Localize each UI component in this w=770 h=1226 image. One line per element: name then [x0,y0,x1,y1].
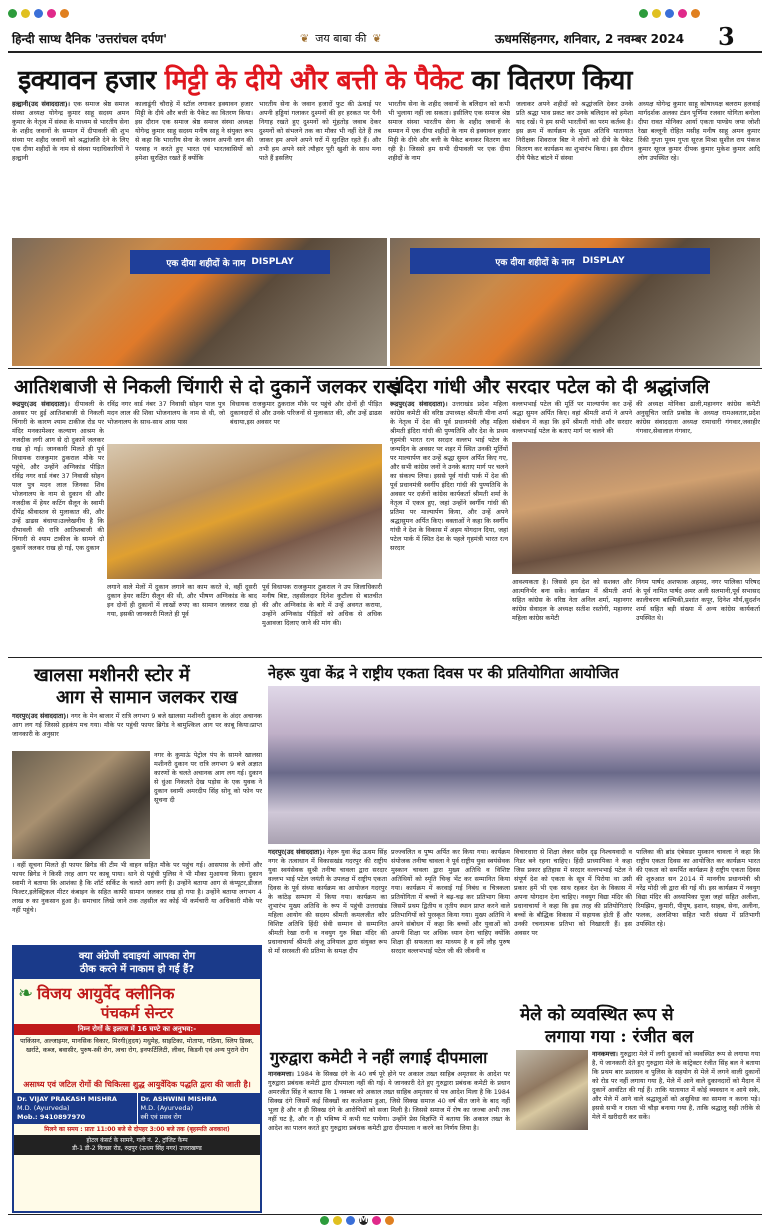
ornament-icon: ❦ [300,32,310,45]
page-number: 3 [718,22,735,51]
body-text: नेहरू युवा केंद्र ऊधम सिंह नगर के तत्वाधान में विकासखंड गदरपुर की राष्ट्रीय युवा स्वयंसेवक सुश्री तनीषा चावला द्वारा सरदार वल्लभ भाई पटेल जयंती के उपलक्ष में राष्ट्रीय एकता दिवस के पूर्व संध्या कार्यक्रम का आयोजन गदरपुर के कांठेड़ सम्भाग में किया गया। कार्यक्रम का शुभारंभ मुख्य अतिथि के रूप में पहुंची उत्तराखंड महिला आयोग की सदस्य श्रीमती कमलजीत कौर विशिष्ट अतिथि हिंदी सेवी सम्मान से सम्मानित श्रीमती रेखा रानी व नवयुग गुरु विद्या मंदिर की प्रधानाचार्या श्रीमती अंजू उनियाल द्वारा संयुक्त रूप से माँ सरस्वती की प्रतिमा के समक्ष दीप [268,848,387,955]
ad-doctor-2 [137,1093,261,1124]
body-text: नगर के मेन बाजार में रात्रि लगभग 9 बजे खालसा मशीनरी दुकान के अंदर अचानक आग लग गई जिससे हड़कंप मच गया। मौके पर पहुंची फायर ब्रिगेड ने बामुश्किल आग पर काबू किया।प्राप्त जानकारी के अनुसार [12,712,262,738]
dateline: नानकमत्ता। [268,1070,294,1078]
ad-tagline-2: ठीक करने में नाकाम हो गई हैं? [79,964,195,975]
khalsa-headline-1: खालसा मशीनरी स्टोर में [34,665,190,686]
mela-photo [516,1050,588,1130]
color-dot [372,1216,381,1225]
header-date-line: ऊधमसिंहनगर, शनिवार, 2 नवम्बर 2024 [495,32,685,46]
ornament-icon: ❦ [372,32,382,45]
color-dot [678,9,687,18]
lead-col6: अध्यक्ष योगेन्द्र कुमार साहू कोषाध्यक्ष बलराम हलवाई मार्गदर्शक अलका टंडन पूर्णिमा रजवार योगिता बनोला दीपा रावत मोनिका आर्या एकता पाण्डेय जया जोशी रेखा बल्लूनी रोहित मसीह मनीष साहू अमन कुमार रिंकी गुप्ता पूनम गुप्ता सूरज मिश्रा सुशील राय पंकज कुमार सूरज कुमार दीपक कुमार मुकेश कुमार आदि लोग उपस्थित रहे। [638,100,760,162]
color-dot [60,9,69,18]
ad-clinic-name: विजय आयुर्वेद क्लीनिक [37,984,175,1003]
lead-col2: कालाढूंगी चौराहे में स्टॉल लगाकर इक्यावन हजार मिट्टी के दीये और बत्ती के पैकेट का वितरण किया। इस दौरान एक समाज श्रेष्ठ समाज संस्था अध्यक्ष योगेन्द्र कुमार साहू सदस्य मनीष साहू ने संयुक्त रूप से कहा कि भारतीय सेना के जवान अपनी जान की परवाह न करते हुए भारत एवं भारतवासियों को हमेशा सुरक्षित रखते हैं क्योंकि [135,100,253,162]
fire-col3: विधायक राजकुमार ठुकराल मौके पर पहुंचे और दोनों ही पीड़ित दुकानदारों से और उनके परिजनों से मुलाकात की, और उन्हें ढाढस बंधाया,इस अवसर पर [230,400,382,426]
section-rule [8,657,762,658]
body-text: 1984 के सिक्ख दंगे के 40 वर्ष पूरे होने पर अकाल तख्त साहिब अमृतसर के आदेश पर गुरुद्वारा प्रबंधक कमेटी द्वारा दीपमाला नहीं की गई। ये जानकारी देते हुए गुरुद्वारा प्रबंधक कमेटी के प्रधान अमरजीत सिंह ने बताया कि 1 नवम्बर को अकाल तख्त साहिब अमृतसर से पत्र आदेश मिला है कि 1984 सिक्ख दंगे जिसमें कई सिक्खों का कत्लेआम हुआ, जिसे सिक्ख समाज 40 वर्ष बीत जाने के बाद नहीं भूला है और न ही सिक्ख दंगे के आरोपियों को सजा मिली है। जिससे समाज में रोष का जज्बा अभी तक नहीं घट है, और न ही भविष्य में कभी घट पायेगा। उन्होंने प्रेस विज्ञप्ति में बताया कि अकाल तख्त के आदेश का पालन करते हुए गुरुद्वारा प्रबंधक कमेटी द्वारा दीपमाला न करने का निर्णय लिया है। [268,1070,510,1132]
dateline: रूद्रपुर(उद संवाददाता)। [390,400,448,408]
lead-col5: जलाकर अपने शहीदों को श्रद्धांजलि देकर उनके प्रति श्रद्धा भाव प्रकट कर उनके बलिदान को हमेशा याद रखें। ये हम सभी भारतीयों का परम कर्तव्य है। इस क्रम में कार्यक्रम के मुख्य अतिथि यातायात निरीक्षक शिवराज बिष्ट ने लोगों को दीये के पैकेट वितरण कर कार्यक्रम का शुभारंभ किया। इस दौरान दीये पैकेट बांटने में संस्था [516,100,633,162]
khalsa-text-top [12,712,262,748]
color-dot [665,9,674,18]
ad-address [14,1135,260,1155]
fire-headline: आतिशबाजी से निकली चिंगारी से दो दुकानें जलकर राख [14,376,402,398]
doctor-note: स्त्री एवं प्रसव रोग [140,1113,182,1121]
footer-mark: M [359,1215,368,1225]
fire-col1 [12,400,104,656]
indira-photo [512,442,760,574]
color-dot [34,9,43,18]
color-dot [346,1216,355,1225]
lead-col1 [12,100,129,234]
nehru-col3: विचारधारा से शिक्षा लेकर सदैव दृढ़ निश्चयवादी व निडर बने रहना चाहिए। हिंदी प्राध्यापिका ने कहा जिस प्रकार इतिहास में सरदार वल्लभभाई पटेल ने संपूर्ण देश को एकता के सूत्र में पिरोया था उसी प्रकार हमें भी एक साथ रहकर देश के विकास में अपना योगदान देना चाहिए। नवयुग विद्या मंदिर की प्रधानाचार्या ने कहा कि इस तरह की प्रतियोगिताएं बच्चों के बौद्धिक विकास में सहायक होती हैं और उनकी रचनात्मक प्रतिभा को निखारती हैं। इस अवसर पर [514,848,632,937]
headline-red-part: मिट्टी के दीये और बत्ती के पैकेट [164,65,463,96]
color-dot [47,9,56,18]
gurudwara-headline: गुरुद्वारा कमेटी ने नहीं लगाई दीपमाला [270,1048,488,1067]
ad-band: निम्न रोगों के इलाज में 16 घण्टे का अनुभव:- [14,1024,260,1035]
gurudwara-text [268,1070,510,1210]
footer-rule [8,1214,762,1215]
banner-display-text: DISPLAY [251,257,294,267]
nehru-col4: पालिका की ब्रांड एंबेसडर मुस्कान चावला ने कहा कि राष्ट्रीय एकता दिवस का आयोजित कर कार्यक्रम भारत की एकता को समर्पित कार्यक्रम है राष्ट्रीय एकता दिवस की शुरुआत सन 2014 में माननीय प्रधानमंत्री श्री नरेंद्र मोदी जी द्वारा की गई थी। इस कार्यक्रम में नवयुग विद्या मंदिर की अध्यापिका पूजा जहां सहित अलीशा, रिमझिम, कुमारी, पीयूष, इशान, साहब, सेना, अलीना, फलक, अलशिफा सहित भारी संख्या में प्रतिभागी उपस्थित रहे। [636,848,760,928]
indira-headline: इंदिरा गांधी और सरदार पटेल को दी श्रद्धांजलि [390,376,710,398]
photo-banner [130,250,330,274]
mela-headline-1: मेले को व्यवस्थित रूप से [520,1005,674,1025]
lead-col3: भारतीय सेना के जवान हजारों फुट की ऊंचाई पर अपनी हड्डियां गलाकर दुश्मनों की हर हरकत पर पैनी निगाह रखते हुए दुश्मनों को मुंहतोड़ जवाब देकर दुश्मनों को संभलने तक का मौका भी नहीं देते हैं तब जाकर हम अपने अपने घरों में सुरक्षित रहते हैं। और तभी हम अपने सारे त्यौहार पूरी खुशी के साथ मना पाते हैं इसलिए [259,100,381,162]
doctor-degree: M.D. (Ayurveda) [17,1104,70,1112]
doctor-phone: Mob.: 9410897970 [17,1113,86,1121]
ad-address-1: होटल कंसर्ट के सामने, गली नं. 2, ट्रांजिट कैम्प [86,1137,188,1144]
nehru-headline: नेहरू युवा केंद्र ने राष्ट्रीय एकता दिवस पर की प्रतियोगिता आयोजित [268,665,619,682]
ad-sub-name: पंचकर्म सेन्टर [100,1004,174,1022]
mela-headline-2: लगाया गया : रंजीत बल [545,1027,694,1047]
fire-col2: रविंद्र नगर वार्ड नंबर 37 निवासी सोहन पाल पुत्र मदन लाल की शिवा भोजनालय के नाम से थी, जो भोजनालय के साथ-साथ आस पास [107,400,225,426]
banner-display-text: DISPLAY [582,256,625,266]
dateline: गदरपुर(उद संवाददाता)। [268,848,325,856]
ad-timing: मिलने का समय : प्रातः 11:00 बजे से दोपहर 3:00 बजे तक (बृहस्पति अवकाश) [44,1126,230,1133]
header-left-title: हिन्दी साप्ध दैनिक 'उत्तरांचल दर्पण' [12,32,167,46]
ad-address-2: डी-1 डी-2 किच्छा रोड, रुद्रपुर (ऊधम सिंह नगर) उत्तराखण्ड [72,1145,202,1152]
lead-col4: भारतीय सेना के शहीद जवानों के बलिदान को कभी भी भुलाया नहीं जा सकता। इसीलिए एक समाज श्रेष्ठ समाज संस्था भारतीय सेना के शहीद जवानों के सम्मान में एक दीया शहीदों के नाम से इक्यावन हजार मिट्टी के दीये और बत्ती के पैकेट बनाकर वितरण कर रही है। जिससे हम सभी दीपावली पर एक दीया शहीदों के नाम [388,100,510,162]
color-dot [639,9,648,18]
indira-col3: की अध्यक्ष मोनिका ढाली,महानगर कांग्रेस कमेटी अनुसूचित जाति प्रकोष्ठ के अध्यक्ष रामअवतार,प्रदेश कांग्रेस संवाददाता अध्यक्ष रामाधारी गंगवार,जवाहीर गंगवार,सेवालाल गंगवार, [636,400,760,435]
indira-col3b: निगम पार्षद अशफाक अहमद, नगर पालिका परिषद के पूर्व नामित पार्षद अमर अली सलमानी,पूर्व सभासद कालीचरण बाल्मिकी,प्रशांत कपूर, दिनेश मौर्य,सुदर्शन शर्मा सहित बड़ी संख्या में अन्य कांग्रेस कार्यकर्ता उपस्थित थे। [636,578,760,622]
ad-tagline-1: क्या अंग्रेजी दवाइयां आपका रोग [78,951,196,962]
lead-headline [18,60,632,97]
color-dot [8,9,17,18]
header-dots-right [639,9,700,18]
dateline: नानकमत्ता। [592,1050,618,1058]
indira-col2b: आवश्यकता है। जिससे हम देश को सशक्त और आत्मनिर्भर बना सकें। कार्यक्रम में श्रीमती शर्मा सहित कांग्रेस के वरिष्ठ नेता अनिल शर्मा, महानगर कांग्रेस सेवादल के अध्यक्ष सतीश रस्तोगी, महानगर महिला कांग्रेस कमेटी [512,578,632,622]
indira-col1 [390,400,508,652]
banner-text: एक दीया शहीदों के नाम [495,257,575,268]
ad-doctor-1 [14,1093,137,1124]
doctor-degree: M.D. (Ayurveda) [140,1104,193,1112]
color-dot [320,1216,329,1225]
body-text: उत्तराखंड प्रदेश महिला कांग्रेस कमेटी की वरिष्ठ उपाध्यक्ष श्रीमती मीना शर्मा के नेतृत्व में देश की पूर्व प्रधानमंत्री लौह महिला श्रीमती इंदिरा गांधी की पुण्यतिथि और देश के प्रथम गृहमंत्री भारत रत्न सरदार वल्लभ भाई पटेल के जन्मदिन के अवसर पर शहर में स्थित उनकी मूर्तियों पर माल्यार्पण कर उन्हें श्रद्धा सुमन अर्पित किए गए, और सभी कांग्रेस जनों ने उनके बताए मार्ग पर चलने का संकल्प लिया। इससे पूर्व गांधी पार्क में देश की पूर्व प्रधानमंत्री स्वर्गीय इंदिरा गांधी की पुण्यतिथि के अवसर पर दर्जनों कांग्रेस कार्यकर्ता श्रीमती शर्मा के नेतृत्व में एकत्र हुए, जहां उन्होंने स्वर्गीय गांधी की प्रतिमा पर माल्यार्पण किया, और उन्हें अपने श्रद्धासुमन अर्पित किए। वक्ताओं ने कहा कि स्वर्गीय गांधी ने देश के विकास में अहम योगदान दिया, जहां पटेल पार्क में स्थित देश के पहले गृहमंत्री भारत रत्न सरदार [390,400,508,552]
mela-text [592,1050,760,1210]
body-text: गुरुद्वारा मेले में लगी दुकानों को व्यवस्थित रूप से लगाया गया है, ये जानकारी देते हुए गुरुद्वारा मेले के कांट्रेक्टर रंजीत सिंह बल ने बताया कि प्रथम बार प्रशासन व पुलिस के सहयोग से मेले में लगने वाली दुकानों को रोड पर नहीं लगाया गया है, मेले में आने वाले दुकानदारों को मैदान में दुकानें आवंटित की गई हैं। ताकि यातायात में कोई व्यवधान न आये सके, और मेले में आने वाले श्रद्धालुओं को असुविधा का सामना न करना पड़े। इससे सभी न रास्ता भी चौड़ा बनाया गया है, ताकि श्रद्धालु सही तरीके से मेले में खरीदारी कर सकें। [592,1050,760,1121]
dateline: रूद्रपुर(उद संवाददाता)। [12,400,70,408]
photo-banner [410,248,710,274]
leaf-icon: ❧ [18,982,34,1004]
nehru-col2: प्रज्ज्वलित व पुष्प अर्पित कर किया गया। कार्यक्रम संयोजक तनीषा चावला ने पूर्व राष्ट्रीय युवा स्वयंसेवक मुस्कान चावला द्वारा मुख्य अतिथि व विशिष्ट अतिथियों को स्मृति चिन्ह भेंट कर सम्मानित किया गया। कार्यक्रम में करवाई गई निबंध व चित्रकला प्रतियोगिता में बच्चों ने बढ़-चढ़ कर प्रतिभाग किया जिसमें प्रथम द्वितीय व तृतीय स्थान प्राप्त करने वाले प्रतिभागियों को पुरस्कृत किया गया। मुख्य अतिथि ने अपने संबोधन में कहा कि बच्चों और युवाओं को अपनी शिक्षा पर अधिक ध्यान देना चाहिए क्योंकि शिक्षा ही सफलता का माध्यम है व हमें लौह पुरुष सरदार वल्लभभाई पटेल जी की जीवनी व [391,848,510,955]
khalsa-text-side: नगर के कुमाऊं पेट्रोल पंप के सामने खालसा मशीनरी दुकान पर रात्रि लगभग 9 बजे अज्ञात कारणों के चलते अचानक आग लग गई। दुकान से धुंआ निकलते देख पड़ोस के एक युवक ने दुकान स्वामी अमरदीप सिंह सोनू को फोन पर सूचना दी [154,751,262,804]
headline-part: का वितरण किया [471,65,632,96]
fire-col3b: पूर्व विधायक राजकुमार ठुकराल ने उप जिलाधिकारी मनीष बिष्ट, तहसीलदार दिनेश कुटौला से बातचीत की और अग्निकांड के बारे में उन्हें अवगत कराया, उन्होंने अग्निकांड पीड़ितों को अधिक से अधिक मुआवजा दिलाए जाने की मांग की। [262,583,382,627]
ad-tagline-box [14,947,260,979]
ad-logo-row [14,979,260,1004]
color-dot [333,1216,342,1225]
indira-col2: वल्लभभाई पटेल की मूर्ति पर माल्यार्पण कर उन्हें श्रद्धा सुमन अर्पित किए। वहां श्रीमती शर्मा ने अपने संबोधन में कहा कि हमें श्रीमती गांधी और सरदार वल्लभभाई पटेल के बताए मार्ग पर चलने की [512,400,632,435]
lead-photo-left [12,238,387,366]
khalsa-photo [12,751,150,859]
header-center-text: जय बाबा की [315,32,367,45]
header-rule [8,51,762,53]
banner-text: एक दीया शहीदों के नाम [166,258,246,269]
khalsa-headline-2: आग से सामान जलकर राख [56,687,238,708]
ad-slogan: असाध्य एवं जटिल रोगों की चिकित्सा शुद्ध आयुर्वेदिक पद्धति द्वारा की जाती है। [23,1080,251,1089]
nehru-col1 [268,848,387,1044]
body-text: दीपावली के अवसर पर हुई आतिशबाजी से निकली चिंगारी के कारण श्याम टाकीज रोड पर मंदिर मनकामेश्वर कल्याण आश्रम के नजदीक लगी आग से दो दुकानें जलकर राख हो गई। जानकारी मिलते ही पूर्व विधायक राजकुमार ठुकराल मौके पर पहुंचे, और उन्होंने अग्निकांड पीड़ित रविंद्र नगर वार्ड नंबर 37 निवासी सोहन पाल पुत्र मदन लाल जिनका शिव भोजनालय के नाम से दुकान थी और नजदीक में हेयर कटिंग सैलून के स्वामी दीपेंद्र श्रीवास्तव से मुलाकात की, और उन्हें ढाढस बंधाया।उल्लेखनीय है कि दीपावली की रात्रि आतिशबाजी की चिंगारी से श्याम टाकीज के सामने दो दुकानें जलकर राख हो गई, एक दुकान [12,400,104,552]
fire-photo [107,444,382,579]
doctor-name: Dr. VIJAY PRAKASH MISHRA [17,1095,117,1103]
nehru-photo [268,686,760,844]
clinic-ad [12,945,262,1213]
footer-dots [320,1216,394,1225]
ad-diseases: पाकिंसन, अल्जाइमर, मानसिक विकार, मिरगी(हृदय) मधुमेह, साइटिका, मोतापा, गठिया, स्लिप डिस्क, खर्राटे, कब्ज, बवासीर, पुरुष-स्त्री रोग, त्वचा रोग, इनफर्टिलिटी, लीवर, किडनी एवं अन्य पुराने रोग [20,1037,254,1054]
color-dot [652,9,661,18]
dateline: गदरपुर(उद संवाददाता)। [12,712,69,720]
headline-part: इक्यावन हजार [18,65,156,96]
fire-col2b: लगाने वाले मेलों में दुकान लगाने का काम करते थे, वहीं दूसरी दुकान हेयर कटिंग सैलून की थी, और भीषण अग्निकांड के बाद इन दोनों ही दुकानों में लाखों रुपए का सामान जलकर राख हो गया, इसकी जानकारी मिलते ही पूर्व [107,583,257,618]
khalsa-text-bottom: । वहीं सूचना मिलते ही फायर ब्रिगेड की टीम भी वाहन सहित मौके पर पहुंच गई। आसपास के लोगों और फायर ब्रिगेड ने किसी तरह आग पर काबू पाया। थाने से पहुंची पुलिस ने भी मौका मुआयना किया। दुकान स्वामी ने बताया कि आशंका है कि शॉर्ट सर्किट के चलते आग लगी है। उन्होंने बताया आग से कंप्यूटर,डीजल फिल्टर,इलेक्ट्रिकल मीटर कंबाइन के सहित काफी सामान जलकर राख हो गया है। उन्होंने बताया लगभग 4 लाख रु का नुकसान हुआ है। समाचार लिखे जाने तक तहसील का कोई भी कर्मचारी या अधिकारी मौके पर नहीं पहुंचे। [12,861,262,914]
lead-photo-right [390,238,760,366]
section-rule [8,368,762,369]
dateline: हल्द्वानी(उद संवाददाता)। [12,100,71,108]
color-dot [21,9,30,18]
header-center [300,31,382,46]
header-dots-left [8,9,69,18]
doctor-name: Dr. ASHWINI MISHRA [140,1095,217,1103]
body-text: एक समाज श्रेष्ठ समाज संस्था अध्यक्ष योगेन्द्र कुमार साहू सदस्य अमन कुमार के नेतृत्व में संस्था के माध्यम से भारतीय सेना के शहीद जवानों के सम्मान में दीपावली की शुभ संध्या पर शहीद जवानों को श्रद्धांजलि देने के लिए एक दीया शहीदों के नाम से संस्था पदाधिकारियों ने हल्द्वानी [12,100,129,162]
ad-doctors [14,1093,260,1124]
color-dot [691,9,700,18]
color-dot [385,1216,394,1225]
